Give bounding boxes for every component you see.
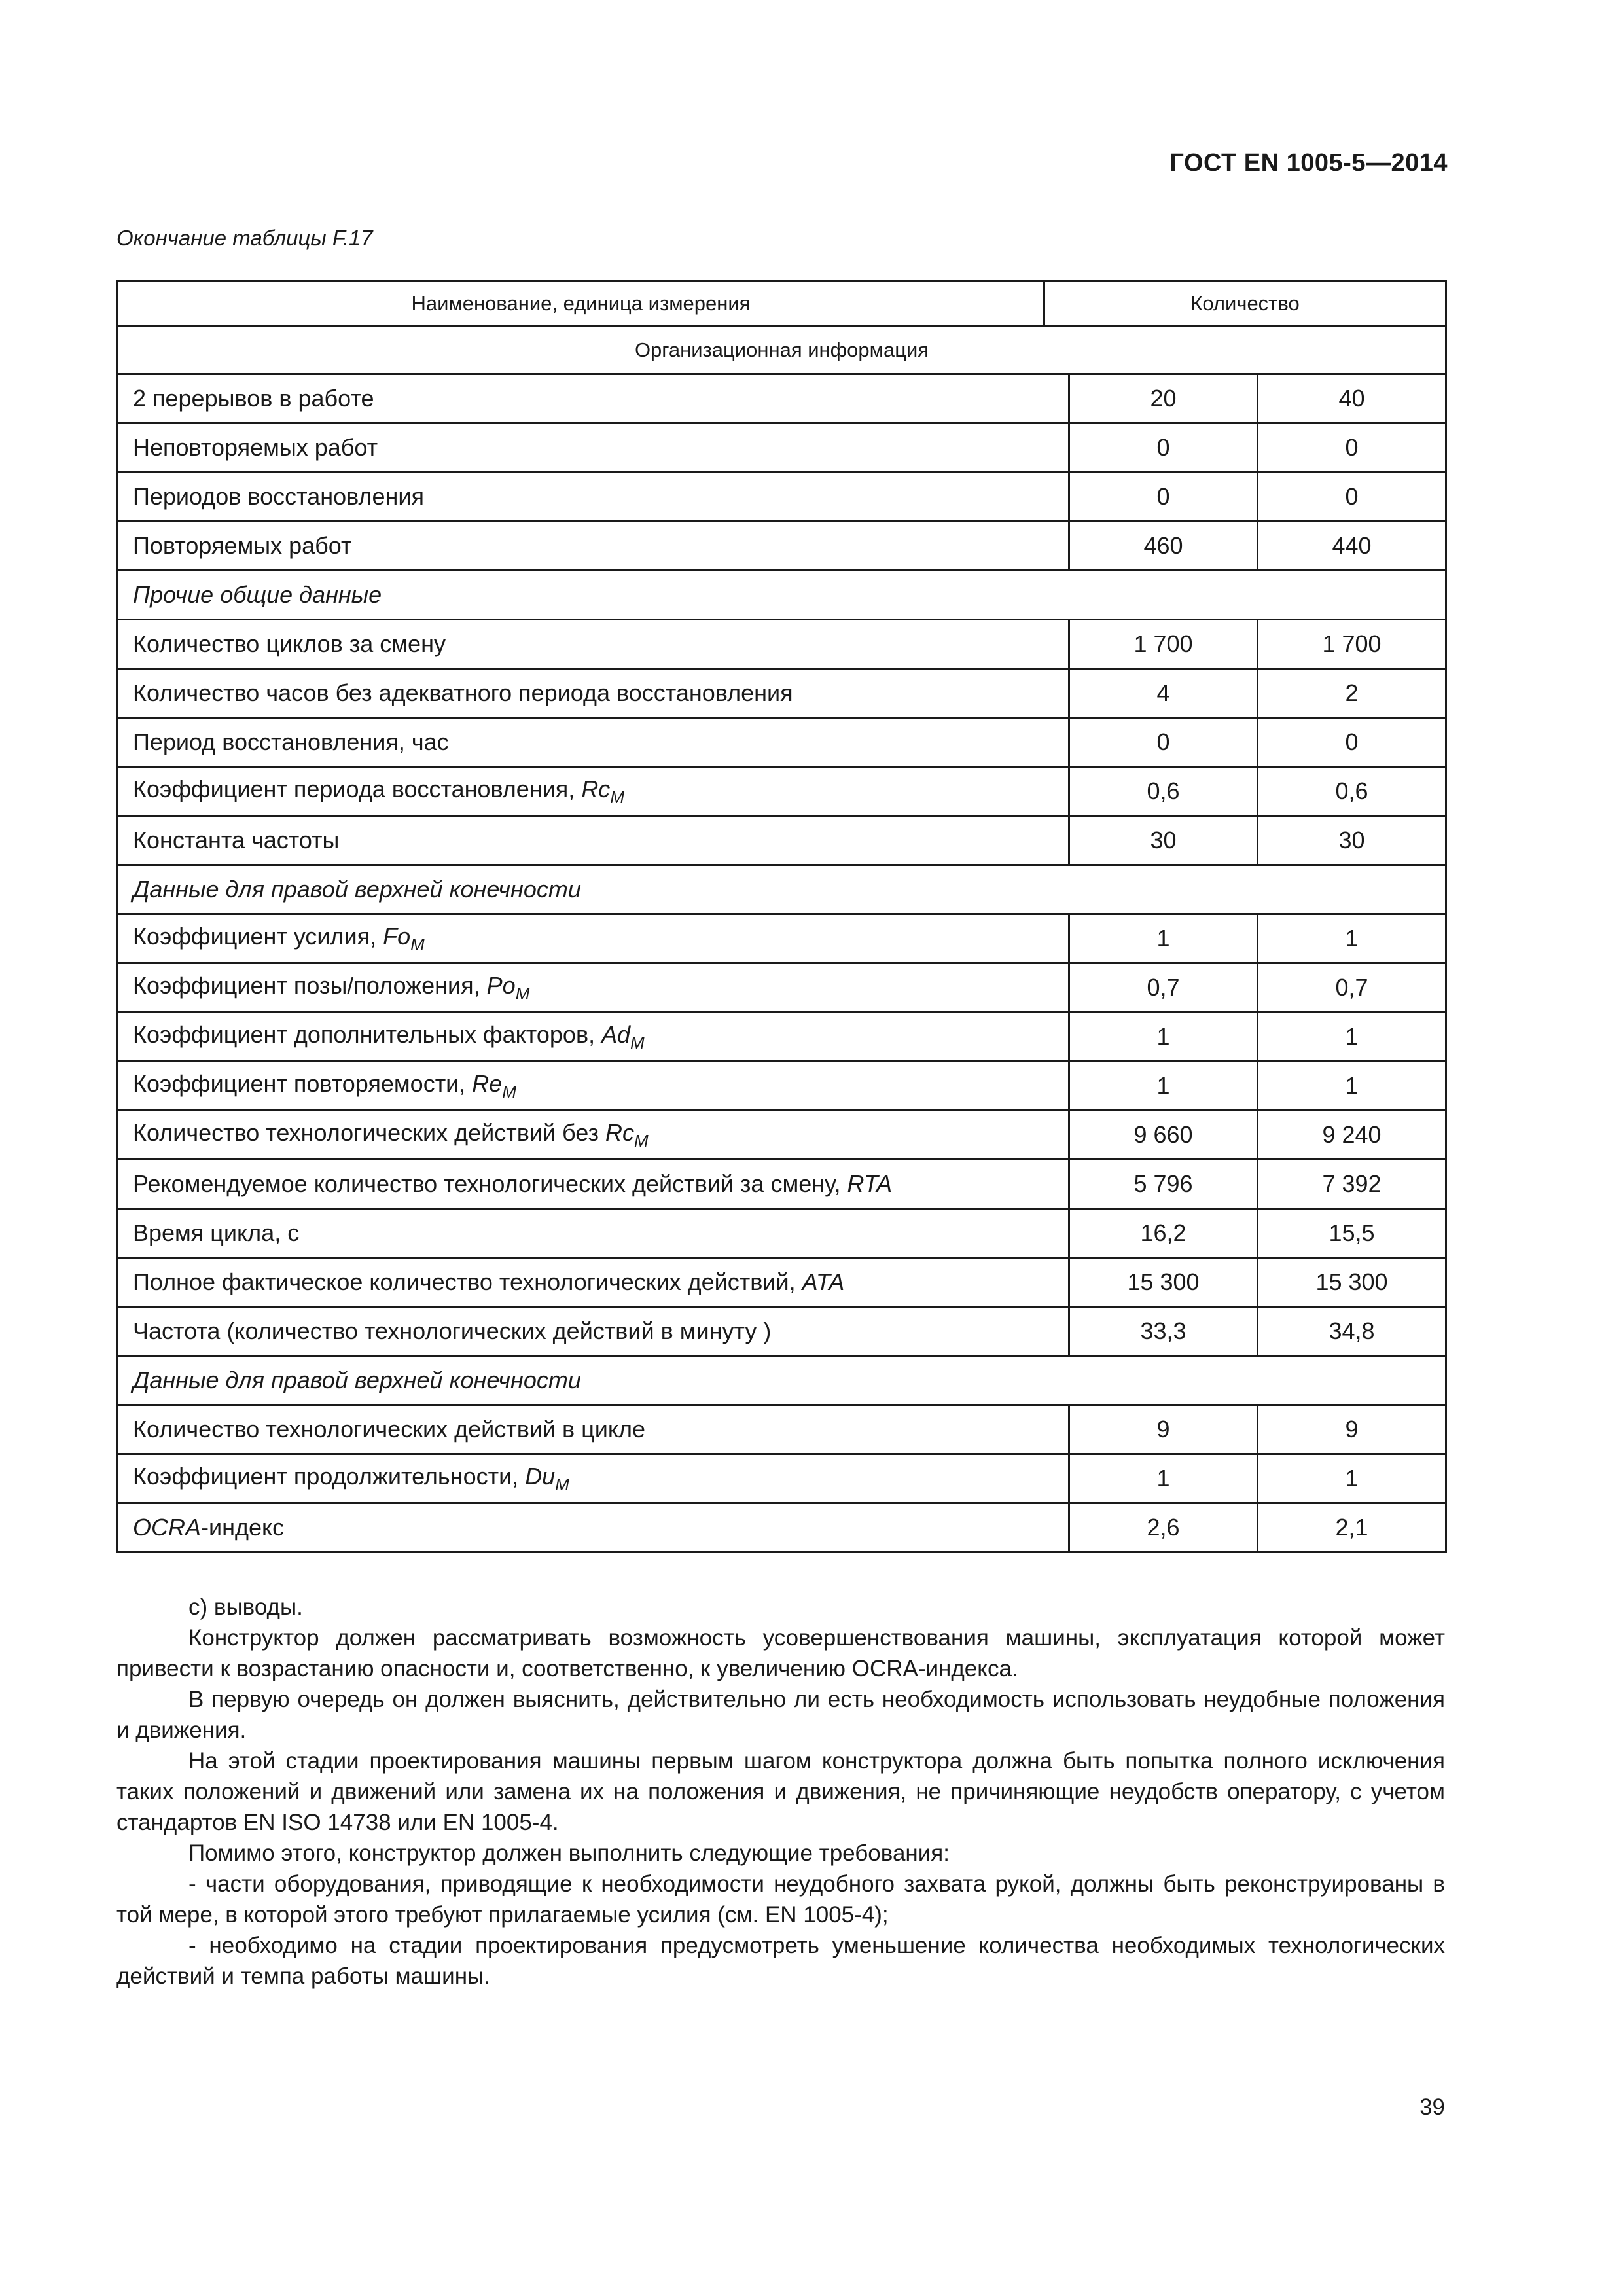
table-row [118,669,1446,718]
row-symbol-subscript: M [502,1081,516,1102]
row-label [118,522,1069,571]
row-label-text: Полное фактическое количество технологических действий, [133,1268,802,1295]
value-cell-2: 0,7 [1258,963,1446,1013]
paragraph: На этой стадии проектирования машины первым шагом конструктора должна быть попытка полного исключения таких положений и движений или замена их на положения и движения, не причиняющие неудобств оператору, с учетом стандартов EN ISO 14738 или EN 1005-4. [116,1748,1445,1835]
paragraph: В первую очередь он должен выяснить, действительно ли есть необходимость использовать неудобные положения и движения. [116,1687,1445,1743]
row-label-text: 2 перерывов в работе [133,385,374,412]
value-cell-1: 9 [1069,1405,1258,1454]
row-symbol-subscript: M [634,1130,649,1151]
row-label [118,718,1069,767]
value-cell-2: 9 240 [1258,1111,1446,1160]
list-item: - необходимо на стадии проектирования предусмотреть уменьшение количества необходимых технологических действий и темпа работы машины. [116,1933,1445,1989]
document-code: ГОСТ EN 1005-5—2014 [1169,149,1448,177]
table-row [118,1160,1446,1209]
section-title: Прочие общие данные [118,571,1446,620]
table-row [118,1405,1446,1454]
value-cell-1: 1 [1069,914,1258,963]
table-caption: Окончание таблицы F.17 [116,226,373,250]
value-cell-1: 5 796 [1069,1160,1258,1209]
row-label-text: Частота (количество технологических действий в минуту ) [133,1318,772,1344]
value-cell-2: 2 [1258,669,1446,718]
table-row [118,620,1446,669]
value-cell-1: 16,2 [1069,1209,1258,1258]
table-row [118,1209,1446,1258]
table-row [118,1258,1446,1307]
value-cell-1: 0 [1069,423,1258,473]
row-label-text: Коэффициент дополнительных факторов, [133,1020,602,1048]
row-label [118,1258,1069,1307]
value-cell-1: 20 [1069,374,1258,423]
row-label [118,1111,1069,1160]
value-cell-1: 15 300 [1069,1258,1258,1307]
section-row [118,571,1446,620]
table-row [118,718,1446,767]
row-label [118,1160,1069,1209]
row-label [118,1013,1069,1062]
value-cell-2: 40 [1258,374,1446,423]
table-row [118,522,1446,571]
row-label-text: Рекомендуемое количество технологических действий за смену, [133,1170,847,1197]
value-cell-2: 9 [1258,1405,1446,1454]
table-row [118,816,1446,865]
row-label-text: Время цикла, с [133,1219,300,1246]
row-label-prefix: OCRA [133,1514,202,1541]
value-cell-2: 1 700 [1258,620,1446,669]
value-cell-2: 1 [1258,1062,1446,1111]
row-symbol: Rc [605,1119,634,1146]
row-symbol-subscript: M [515,983,530,1003]
section-title: Организационная информация [118,327,1446,374]
section-row [118,865,1446,914]
row-label [118,816,1069,865]
table-row [118,1454,1446,1503]
value-cell-1: 0,6 [1069,767,1258,816]
table-row [118,374,1446,423]
value-cell-2: 7 392 [1258,1160,1446,1209]
table-row [118,1013,1446,1062]
page-number: 39 [1419,2094,1445,2120]
value-cell-2: 2,1 [1258,1503,1446,1552]
row-symbol-subscript: M [555,1474,569,1494]
row-label-text: Константа частоты [133,827,340,853]
table-row [118,1503,1446,1552]
value-cell-2: 440 [1258,522,1446,571]
table-row [118,473,1446,522]
column-header-quantity: Количество [1044,281,1446,327]
value-cell-1: 1 [1069,1062,1258,1111]
row-label-text: Период восстановления, час [133,728,449,755]
table-row [118,1307,1446,1356]
value-cell-2: 0,6 [1258,767,1446,816]
value-cell-2: 15,5 [1258,1209,1446,1258]
row-symbol: ATA [802,1268,845,1295]
value-cell-2: 1 [1258,1454,1446,1503]
value-cell-1: 1 [1069,1454,1258,1503]
list-item: - части оборудования, приводящие к необходимости неудобного захвата рукой, должны быть реконструированы в той мере, в которой этого требуют прилагаемые усилия (см. EN 1005-4); [116,1871,1445,1928]
row-label [118,1209,1069,1258]
row-label-text: Количество технологических действий в цикле [133,1416,646,1443]
row-label [118,1405,1069,1454]
row-symbol: Ad [601,1020,631,1048]
row-label-text: Коэффициент периода восстановления, [133,775,582,802]
row-label-text: Количество технологических действий без [133,1119,605,1146]
value-cell-2: 0 [1258,473,1446,522]
value-cell-2: 34,8 [1258,1307,1446,1356]
row-label [118,767,1069,816]
row-label [118,1454,1069,1503]
value-cell-2: 1 [1258,1013,1446,1062]
row-label-text: Коэффициент усилия, [133,922,383,950]
section-title: Данные для правой верхней конечности [118,1356,1446,1405]
row-label-text: Количество часов без адекватного периода восстановления [133,679,793,706]
value-cell-2: 15 300 [1258,1258,1446,1307]
row-symbol: Fo [383,922,411,950]
paragraph-heading: c) выводы. [188,1594,303,1620]
row-label [118,963,1069,1013]
table-row [118,1062,1446,1111]
value-cell-1: 460 [1069,522,1258,571]
paragraph: Помимо этого, конструктор должен выполнить следующие требования: [188,1840,950,1866]
section-title: Данные для правой верхней конечности [118,865,1446,914]
data-table [116,280,1445,1553]
row-label [118,423,1069,473]
row-label [118,374,1069,423]
row-symbol-subscript: M [610,787,624,807]
row-label-text: Периодов восстановления [133,483,424,510]
value-cell-1: 0 [1069,473,1258,522]
column-header-name: Наименование, единица измерения [118,281,1044,327]
value-cell-2: 0 [1258,423,1446,473]
row-symbol-subscript: M [410,934,425,954]
value-cell-2: 30 [1258,816,1446,865]
value-cell-1: 4 [1069,669,1258,718]
row-label-text: -индекс [201,1514,285,1541]
row-label-text: Повторяемых работ [133,532,352,559]
row-symbol: Po [486,971,516,999]
conclusions-text [116,1592,1445,1992]
row-label-text: Коэффициент повторяемости, [133,1069,473,1097]
row-label-text: Неповторяемых работ [133,434,378,461]
row-symbol: RTA [847,1170,893,1197]
table-row [118,767,1446,816]
row-label-text: Количество циклов за смену [133,630,446,657]
row-symbol: Rc [581,775,611,802]
value-cell-1: 30 [1069,816,1258,865]
row-label [118,1307,1069,1356]
row-label [118,914,1069,963]
row-label [118,473,1069,522]
row-label [118,1062,1069,1111]
row-symbol: Re [472,1069,503,1097]
row-label [118,620,1069,669]
paragraph: Конструктор должен рассматривать возможность усовершенствования машины, эксплуатация которой может привести к возрастанию опасности и, соответственно, к увеличению OCRA-индекса. [116,1625,1445,1681]
value-cell-1: 1 700 [1069,620,1258,669]
value-cell-1: 33,3 [1069,1307,1258,1356]
value-cell-1: 2,6 [1069,1503,1258,1552]
table-row [118,1111,1446,1160]
value-cell-1: 9 660 [1069,1111,1258,1160]
value-cell-1: 1 [1069,1013,1258,1062]
value-cell-1: 0 [1069,718,1258,767]
section-row [118,1356,1446,1405]
table-row [118,963,1446,1013]
value-cell-2: 0 [1258,718,1446,767]
value-cell-2: 1 [1258,914,1446,963]
row-symbol: Du [525,1462,556,1490]
row-symbol-subscript: M [630,1032,645,1052]
table-row [118,423,1446,473]
row-label [118,669,1069,718]
row-label-text: Коэффициент продолжительности, [133,1462,526,1490]
row-label-text: Коэффициент позы/положения, [133,971,487,999]
row-label [118,1503,1069,1552]
section-row [118,327,1446,374]
value-cell-1: 0,7 [1069,963,1258,1013]
table-row [118,914,1446,963]
